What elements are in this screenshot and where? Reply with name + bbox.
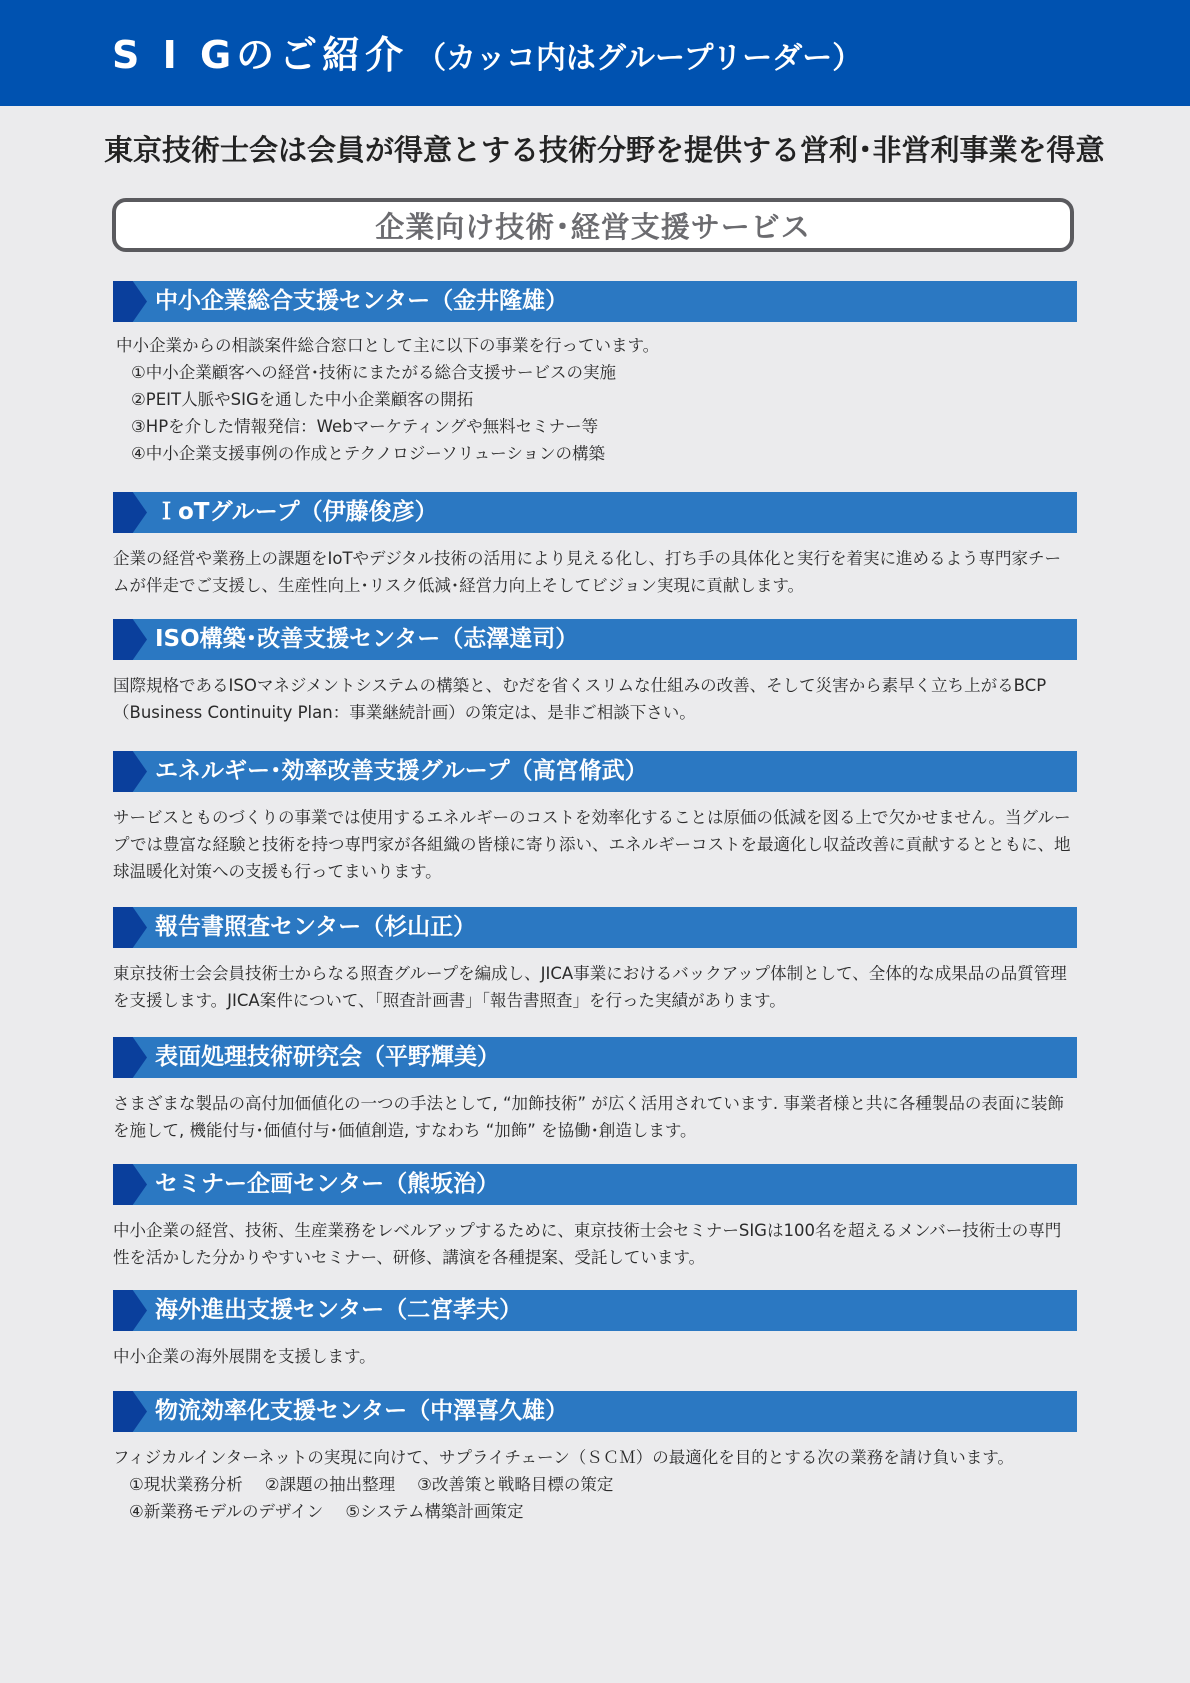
section-report-review	[113, 907, 1077, 1014]
section-body: さまざまな製品の高付加価値化の一つの手法として, “加飾技術” が広く活用されています. 事業者様と共に各種製品の表面に装飾を施して, 機能付与･価値付与･価値創造, すなわち “加飾” を協働･創造します。	[113, 1094, 1064, 1140]
list-item: ②PEIT人脈やSIGを通した中小企業顧客の開拓	[131, 390, 474, 409]
chevron-icon	[113, 1164, 147, 1205]
tagline: 東京技術士会は会員が得意とする技術分野を提供する営利･非営利事業を得意	[104, 133, 1105, 167]
section-title: エネルギー･効率改善支援グループ（高宮脩武）	[155, 758, 648, 784]
task-item: ⑤システム構築計画策定	[345, 1502, 524, 1521]
task-item: ④新業務モデルのデザイン	[129, 1502, 324, 1521]
section-title: 中小企業総合支援センター（金井隆雄）	[155, 288, 569, 314]
section-title: 報告書照査センター（杉山正）	[155, 914, 477, 940]
section-body	[113, 1444, 1077, 1525]
section-sme-support	[113, 281, 1077, 467]
chevron-icon	[113, 751, 147, 792]
chevron-icon	[113, 1290, 147, 1331]
task-item: ③改善策と戦略目標の策定	[417, 1475, 614, 1494]
section-body: サービスとものづくりの事業では使用するエネルギーのコストを効率化することは原価の低減を図る上で欠かせません。当グループでは豊富な経験と技術を持つ専門家が各組織の皆様に寄り添い、エネルギーコストを最適化し収益改善に貢献するとともに、地球温暖化対策への支援も行ってまいります。	[113, 808, 1071, 881]
section-surface-treatment	[113, 1037, 1077, 1144]
chevron-icon	[113, 1391, 147, 1432]
section-body: 企業の経営や業務上の課題をIoTやデジタル技術の活用により見える化し、打ち手の具体化と実行を着実に進めるよう専門家チームが伴走でご支援し、生産性向上･リスク低減･経営力向上そしてビジョン実現に貢献します。	[113, 549, 1062, 595]
section-title: 海外進出支援センター（二宮孝夫）	[155, 1297, 523, 1323]
section-header-bar	[113, 492, 1077, 533]
service-heading: 企業向け技術･経営支援サービス	[375, 209, 811, 244]
section-header-bar	[113, 281, 1077, 322]
chevron-icon	[113, 619, 147, 660]
page-title	[112, 33, 863, 77]
list-item: ③HPを介した情報発信：Webマーケティングや無料セミナー等	[131, 417, 599, 436]
section-title: ISO構築･改善支援センター（志澤達司）	[155, 626, 579, 652]
service-heading-box	[112, 198, 1074, 252]
section-header-bar	[113, 1391, 1077, 1432]
chevron-icon	[113, 907, 147, 948]
section-header-bar	[113, 619, 1077, 660]
tagline-container	[0, 128, 1190, 172]
section-seminar-planning	[113, 1164, 1077, 1271]
task-row	[113, 1471, 1073, 1498]
section-body	[113, 332, 1077, 467]
chevron-icon	[113, 1037, 147, 1078]
chevron-icon	[113, 281, 147, 322]
section-title: ＩoTグループ（伊藤俊彦）	[155, 499, 438, 525]
section-title: 物流効率化支援センター（中澤喜久雄）	[155, 1398, 569, 1424]
section-body: 中小企業の経営、技術、生産業務をレベルアップするために、東京技術士会セミナーSIGは100名を超えるメンバー技術士の専門性を活かした分かりやすいセミナー、研修、講演を各種提案、受託しています。	[113, 1221, 1062, 1267]
section-title: 表面処理技術研究会（平野輝美）	[155, 1044, 500, 1070]
page-title-subtitle: （カッコ内はグループリーダー）	[416, 41, 863, 76]
section-body: 中小企業の海外展開を支援します。	[113, 1347, 376, 1366]
section-overseas-expansion	[113, 1290, 1077, 1370]
section-header-bar	[113, 1290, 1077, 1331]
page-title-main: S I Gのご紹介	[112, 33, 409, 77]
section-line: 中小企業からの相談案件総合窓口として主に以下の事業を行っています。	[116, 336, 660, 355]
section-header-bar	[113, 1037, 1077, 1078]
section-header-bar	[113, 1164, 1077, 1205]
task-row	[113, 1498, 1073, 1525]
section-energy-group	[113, 751, 1077, 885]
task-item: ②課題の抽出整理	[264, 1475, 396, 1494]
list-item: ①中小企業顧客への経営･技術にまたがる総合支援サービスの実施	[131, 363, 617, 382]
section-iot-group	[113, 492, 1077, 599]
chevron-icon	[113, 492, 147, 533]
section-title: セミナー企画センター（熊坂治）	[155, 1171, 500, 1197]
section-header-bar	[113, 751, 1077, 792]
section-body: 東京技術士会会員技術士からなる照査グループを編成し、JICA事業におけるバックアップ体制として、全体的な成果品の品質管理を支援します。JICA案件について、「照査計画書」「報告書照査」を行った実績があります。	[113, 964, 1067, 1010]
section-intro: フィジカルインターネットの実現に向けて、サプライチェーン（ＳＣＭ）の最適化を目的とする次の業務を請け負います。	[113, 1448, 1014, 1467]
section-body: 国際規格であるISOマネジメントシステムの構築と、むだを省くスリムな仕組みの改善、そして災害から素早く立ち上がるBCP（Business Continuity Plan：事業継続計画）の策定は、是非ご相談下さい。	[113, 676, 1047, 722]
section-iso-support	[113, 619, 1077, 726]
header-banner	[0, 0, 1190, 106]
section-logistics-efficiency	[113, 1391, 1077, 1525]
task-item: ①現状業務分析	[129, 1475, 243, 1494]
list-item: ④中小企業支援事例の作成とテクノロジーソリューションの構築	[131, 444, 605, 463]
section-header-bar	[113, 907, 1077, 948]
